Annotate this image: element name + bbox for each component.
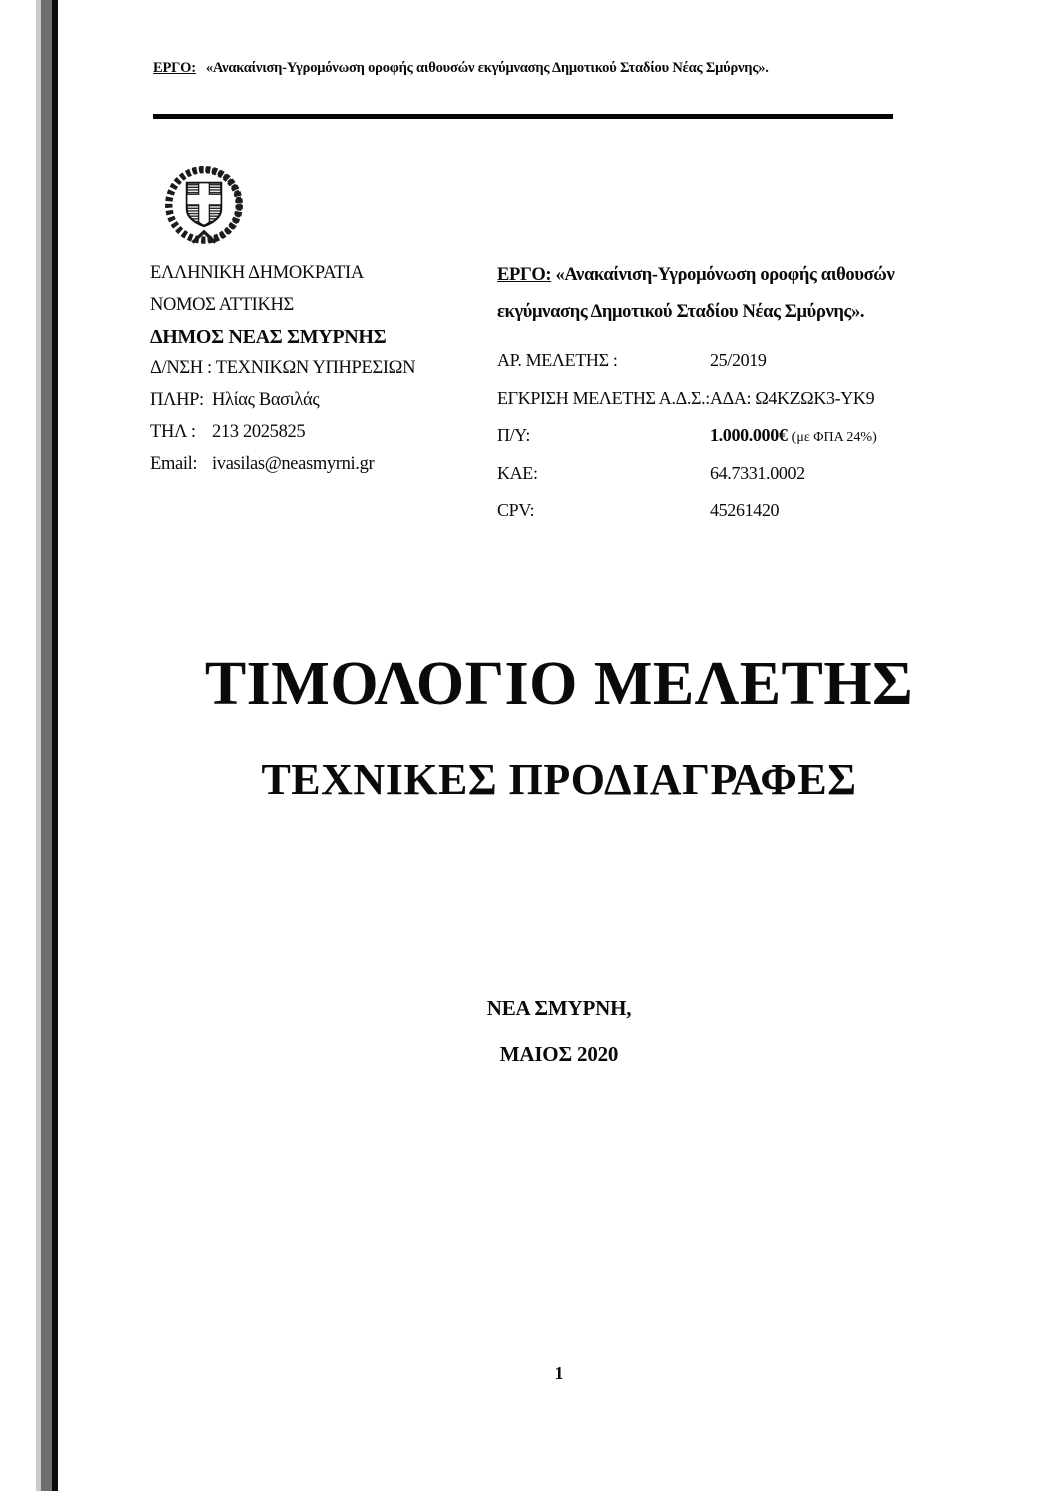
- contact-label: ΠΛΗΡ:: [150, 390, 204, 411]
- project-meta-row: [497, 455, 931, 493]
- contact-value: Ηλίας Βασιλάς: [212, 390, 320, 411]
- contact-value: ivasilas@neasmyrni.gr: [212, 453, 375, 474]
- project-meta-row: [497, 380, 931, 418]
- meta-label: ΕΓΚΡΙΣΗ ΜΕΛΕΤΗΣ Α.Δ.Σ.:: [497, 387, 710, 408]
- scan-edge-mid: [41, 0, 52, 1491]
- project-title: [497, 257, 931, 331]
- contact-row: [150, 417, 500, 449]
- issuing-authority-block: [150, 258, 500, 481]
- authority-country: ΕΛΛΗΝΙΚΗ ΔΗΜΟΚΡΑΤΙΑ: [150, 263, 364, 283]
- project-meta-row: [497, 342, 931, 380]
- page-header: [153, 60, 913, 77]
- authority-municipality: ΔΗΜΟΣ ΝΕΑΣ ΣΜΥΡΝΗΣ: [150, 325, 387, 348]
- meta-value: 64.7331.0002: [710, 462, 805, 483]
- greek-coat-of-arms-icon: [163, 163, 245, 250]
- meta-label: ΚΑΕ:: [497, 462, 538, 483]
- vat-note: (με ΦΠΑ 24%): [791, 430, 877, 445]
- header-project-label: ΕΡΓΟ:: [153, 60, 196, 76]
- project-info-block: [497, 257, 931, 530]
- issue-block: [89, 997, 1029, 1066]
- project-title-label: ΕΡΓΟ:: [497, 265, 552, 285]
- meta-value: ΑΔΑ: Ω4ΚΖΩΚ3-ΥΚ9: [710, 387, 875, 408]
- meta-value: [710, 417, 877, 457]
- page-number: 1: [554, 1363, 564, 1383]
- meta-label: CPV:: [497, 500, 535, 520]
- budget-amount: 1.000.000€: [710, 425, 788, 445]
- authority-region: ΝΟΜΟΣ ΑΤΤΙΚΗΣ: [150, 294, 294, 315]
- meta-label: Π/Υ:: [497, 425, 530, 445]
- header-divider: [153, 114, 893, 119]
- contact-row: [150, 385, 500, 417]
- project-meta-row: [497, 417, 931, 455]
- authority-directorate: Δ/ΝΣΗ : ΤΕΧΝΙΚΩΝ ΥΠΗΡΕΣΙΩΝ: [150, 358, 416, 379]
- scan-edge-dark: [52, 0, 58, 1491]
- contact-value: 213 2025825: [212, 421, 306, 442]
- document-title: ΤΙΜΟΛΟΓΙΟ ΜΕΛΕΤΗΣ: [204, 650, 914, 718]
- meta-label: ΑΡ. ΜΕΛΕΤΗΣ :: [497, 350, 618, 370]
- header-project-text: «Ανακαίνιση-Υγρομόνωση οροφής αιθουσών εκγύμνασης Δημοτικού Σταδίου Νέας Σμύρνης».: [205, 60, 769, 76]
- contact-label: Email:: [150, 453, 198, 474]
- document-subtitle: ΤΕΧΝΙΚΕΣ ΠΡΟΔΙΑΓΡΑΦΕΣ: [261, 755, 857, 804]
- issue-date: ΜΑΙΟΣ 2020: [499, 1042, 619, 1066]
- project-meta-row: [497, 492, 931, 530]
- meta-value: 45261420: [710, 500, 780, 520]
- meta-value: 25/2019: [710, 350, 767, 370]
- project-title-text: «Ανακαίνιση-Υγρομόνωση οροφής αιθουσών εκγύμνασης Δημοτικού Σταδίου Νέας Σμύρνης».: [497, 265, 895, 322]
- contact-label: ΤΗΛ :: [150, 421, 196, 442]
- title-block: [89, 652, 1029, 804]
- issue-place: ΝΕΑ ΣΜΥΡΝΗ,: [486, 996, 632, 1020]
- contact-row: [150, 449, 500, 481]
